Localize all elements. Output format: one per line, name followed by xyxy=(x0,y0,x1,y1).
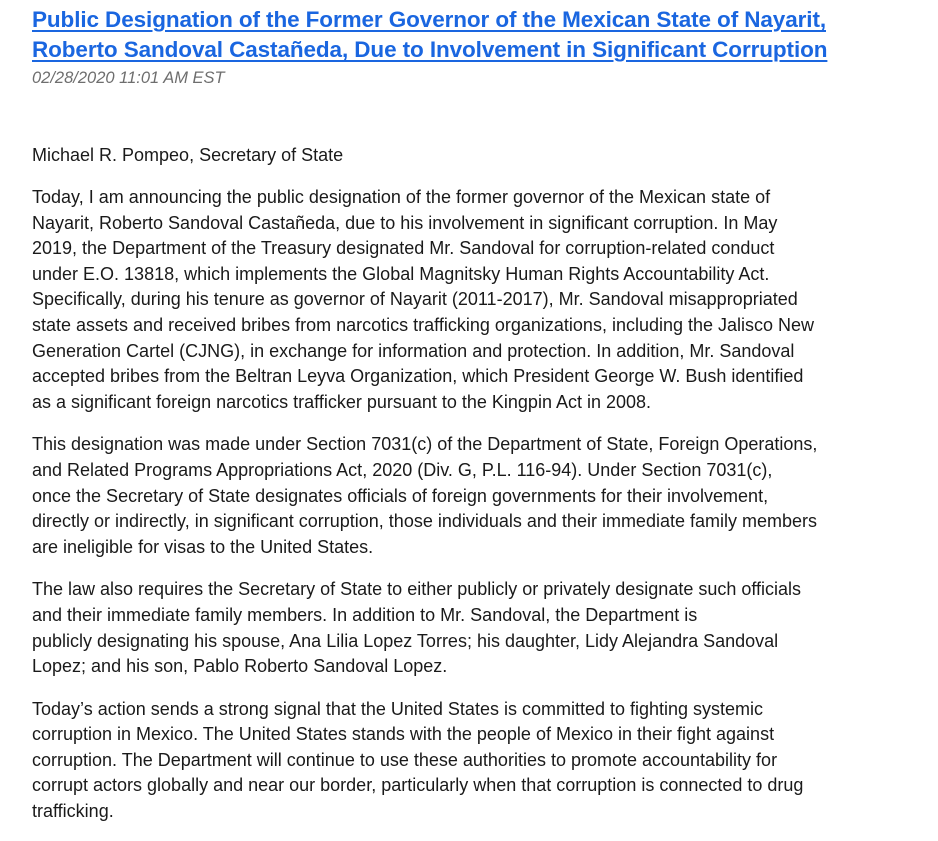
paragraph-line: are ineligible for visas to the United States. xyxy=(32,536,374,557)
paragraph-line: This designation was made under Section 7031(c) of the Department of State, Foreign Operations, xyxy=(32,434,818,455)
title-line: Roberto Sandoval Castañeda, Due to Involvement in Significant Corruption xyxy=(32,37,828,62)
paragraph-line: Lopez; and his son, Pablo Roberto Sandoval Lopez. xyxy=(32,656,448,677)
paragraph-line: publicly designating his spouse, Ana Lilia Lopez Torres; his daughter, Lidy Alejandra Sandoval xyxy=(32,630,779,651)
paragraph-line: Specifically, during his tenure as governor of Nayarit (2011-2017), Mr. Sandoval misappropriated xyxy=(32,289,798,310)
paragraph-line: as a significant foreign narcotics trafficker pursuant to the Kingpin Act in 2008. xyxy=(32,391,652,412)
paragraph-line: directly or indirectly, in significant corruption, those individuals and their immediate family members xyxy=(32,511,817,532)
byline: Michael R. Pompeo, Secretary of State xyxy=(32,145,344,165)
paragraph-line: and Related Programs Appropriations Act, 2020 (Div. G, P.L. 116-94). Under Section 7031(c), xyxy=(32,459,773,480)
paragraph-line: Today’s action sends a strong signal that the United States is committed to fighting systemic xyxy=(32,698,764,719)
paragraph-conclusion xyxy=(32,697,912,825)
article-title-link[interactable] xyxy=(32,5,912,65)
paragraph-line: accepted bribes from the Beltran Leyva Organization, which President George W. Bush identified xyxy=(32,366,804,387)
paragraph-line: state assets and received bribes from narcotics trafficking organizations, including the Jalisco New xyxy=(32,314,815,335)
paragraph-announcement xyxy=(32,185,912,415)
publish-timestamp: 02/28/2020 11:01 AM EST xyxy=(32,69,225,87)
paragraph-line: Generation Cartel (CJNG), in exchange for information and protection. In addition, Mr. Sandoval xyxy=(32,340,795,361)
paragraph-line: and their immediate family members. In addition to Mr. Sandoval, the Department is xyxy=(32,604,698,625)
paragraph-legal-basis xyxy=(32,432,912,560)
paragraph-line: once the Secretary of State designates officials of foreign governments for their involvement, xyxy=(32,485,769,506)
paragraph-line: 2019, the Department of the Treasury designated Mr. Sandoval for corruption-related conduct xyxy=(32,238,775,259)
paragraph-line: corrupt actors globally and near our border, particularly when that corruption is connected to drug xyxy=(32,775,804,796)
paragraph-line: trafficking. xyxy=(32,801,114,822)
title-line: Public Designation of the Former Governor of the Mexican State of Nayarit, xyxy=(32,7,826,32)
paragraph-family-designation xyxy=(32,577,912,679)
paragraph-line: corruption. The Department will continue to use these authorities to promote accountability for xyxy=(32,749,778,770)
press-release xyxy=(32,0,912,825)
paragraph-line: The law also requires the Secretary of State to either publicly or privately designate such officials xyxy=(32,579,802,600)
paragraph-line: under E.O. 13818, which implements the Global Magnitsky Human Rights Accountability Act. xyxy=(32,263,770,284)
paragraph-line: corruption in Mexico. The United States stands with the people of Mexico in their fight against xyxy=(32,724,775,745)
paragraph-line: Nayarit, Roberto Sandoval Castañeda, due to his involvement in significant corruption. In May xyxy=(32,212,778,233)
paragraph-line: Today, I am announcing the public designation of the former governor of the Mexican state of xyxy=(32,187,771,207)
